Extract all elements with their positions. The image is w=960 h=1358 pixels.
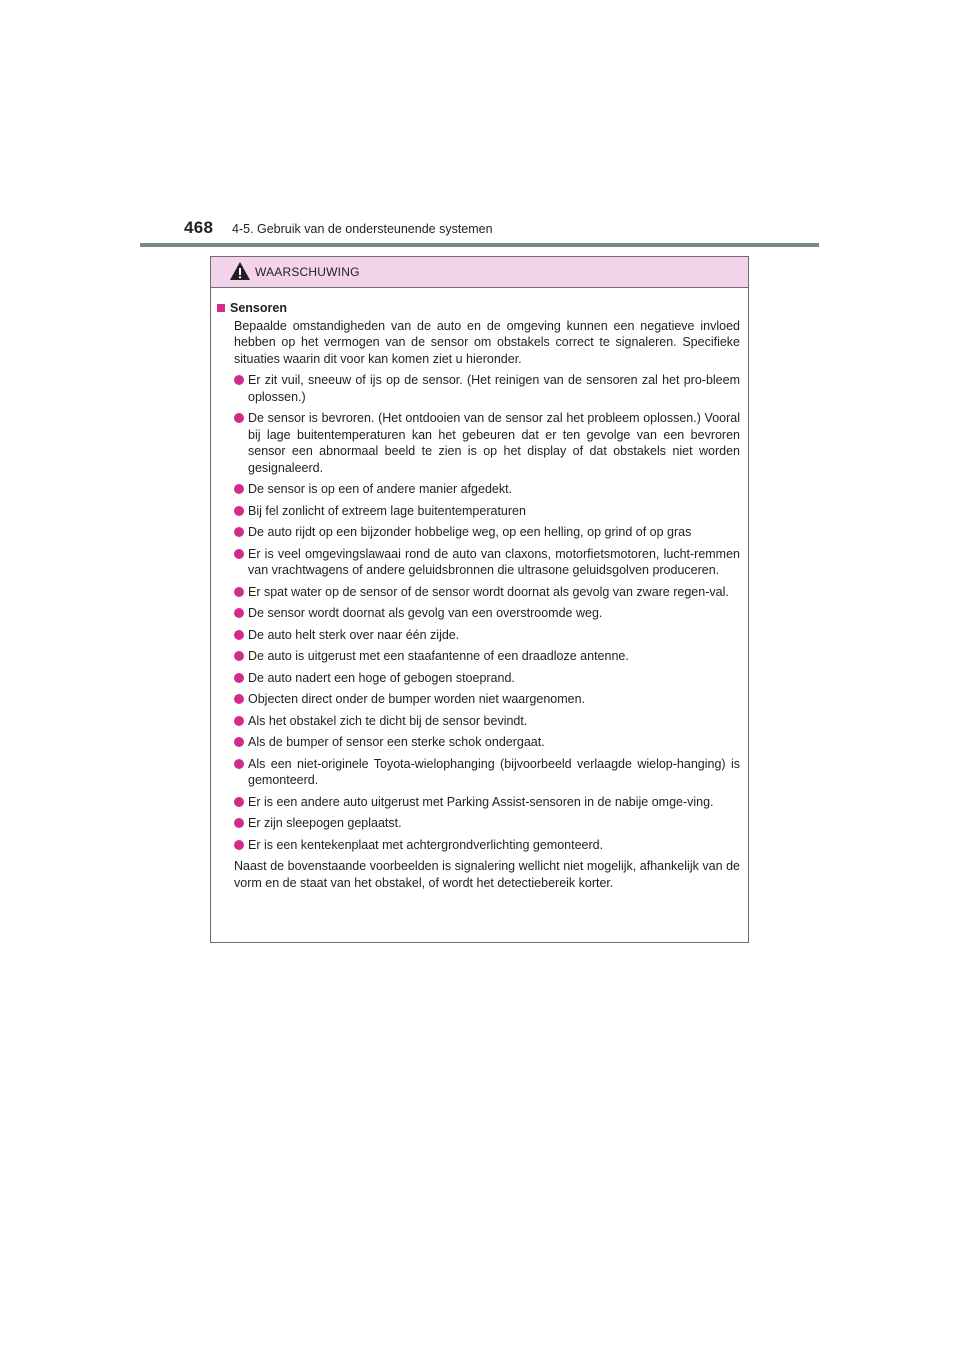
bullet-dot-icon bbox=[234, 818, 244, 828]
bullet-dot-icon bbox=[234, 840, 244, 850]
list-item-text: Als de bumper of sensor een sterke schok ondergaat. bbox=[248, 735, 545, 749]
list-item-text: De sensor is op een of andere manier afgedekt. bbox=[248, 482, 513, 496]
list-item-text: Als het obstakel zich te dicht bij de sensor bevindt. bbox=[248, 713, 528, 728]
list-item-text: De auto nadert een hoge of gebogen stoeprand. bbox=[248, 670, 515, 685]
bullet-dot-icon bbox=[234, 716, 244, 726]
warning-body bbox=[211, 288, 748, 891]
bullet-dot-icon bbox=[234, 694, 244, 704]
intro-paragraph: Bepaalde omstandigheden van de auto en de omgeving kunnen een negatieve invloed hebben op het vermogen van de sensor om obstakels correct te signaleren. Specifieke situaties waarin dit voor kan komen ziet u hieronder. bbox=[234, 318, 740, 366]
bullet-dot-icon bbox=[234, 413, 244, 423]
list-item-text: Er is een andere auto uitgerust met Parking Assist-sensoren in de nabije omge-ving. bbox=[248, 794, 714, 809]
bullet-dot-icon bbox=[234, 549, 244, 559]
list-item-text: Er spat water op de sensor of de sensor wordt doornat als gevolg van zware regen-val. bbox=[248, 584, 729, 599]
list-item bbox=[248, 815, 740, 832]
list-item bbox=[248, 503, 740, 520]
bullet-dot-icon bbox=[234, 375, 244, 385]
square-bullet-icon bbox=[217, 304, 225, 312]
bullet-dot-icon bbox=[234, 630, 244, 640]
bullet-dot-icon bbox=[234, 608, 244, 618]
warning-triangle-icon bbox=[229, 261, 251, 281]
list-item bbox=[248, 670, 740, 687]
bullet-dot-icon bbox=[234, 737, 244, 747]
list-item bbox=[248, 605, 740, 622]
list-item bbox=[248, 546, 740, 579]
list-item-text: Er zit vuil, sneeuw of ijs op de sensor. (Het reinigen van de sensoren zal het pro-bleem oplossen.) bbox=[248, 373, 740, 404]
warning-label: WAARSCHUWING bbox=[255, 265, 360, 279]
list-item-text: De auto is uitgerust met een staafantenne of een draadloze antenne. bbox=[248, 649, 629, 663]
bullet-dot-icon bbox=[234, 797, 244, 807]
list-item bbox=[248, 648, 740, 665]
list-item-text: De auto helt sterk over naar één zijde. bbox=[248, 627, 460, 642]
bullet-dot-icon bbox=[234, 651, 244, 661]
list-item-text: Er is veel omgevingslawaai rond de auto van claxons, motorfietsmotoren, lucht-remmen van vrachtwagens of andere geluidsbronnen die ultrasone geluidsgolven produceren. bbox=[248, 546, 740, 577]
list-item-text: Bij fel zonlicht of extreem lage buitentemperaturen bbox=[248, 503, 526, 518]
list-item-text: Als een niet-originele Toyota-wielophanging (bijvoorbeeld verlaagde wielop-hanging) is gemonteerd. bbox=[248, 756, 740, 787]
list-item bbox=[248, 837, 740, 854]
list-item-text: De sensor wordt doornat als gevolg van een overstroomde weg. bbox=[248, 606, 603, 620]
list-item-text: Er is een kentekenplaat met achtergrondverlichting gemonteerd. bbox=[248, 837, 604, 852]
list-item bbox=[248, 481, 740, 498]
sensors-heading bbox=[217, 300, 740, 317]
bullet-dot-icon bbox=[234, 506, 244, 516]
page-number: 468 bbox=[184, 218, 214, 237]
list-item bbox=[248, 713, 740, 730]
warning-header bbox=[211, 257, 748, 288]
bullet-dot-icon bbox=[234, 759, 244, 769]
list-item bbox=[248, 691, 740, 708]
list-item bbox=[248, 794, 740, 811]
list-item-text: Er zijn sleepogen geplaatst. bbox=[248, 816, 402, 830]
header-rule bbox=[140, 243, 819, 247]
list-item bbox=[248, 734, 740, 751]
list-item-text: De sensor is bevroren. (Het ontdooien van de sensor zal het probleem oplossen.) Vooral bij lage buitentemperaturen kan het gebeuren dat er ten gevolge van een bevroren sensor een abnormaal beeld te zien is op het display of dat obstakels niet worden gesignaleerd. bbox=[248, 411, 740, 475]
list-item bbox=[248, 372, 740, 405]
list-item bbox=[248, 584, 740, 601]
bullet-dot-icon bbox=[234, 587, 244, 597]
sensors-heading-text: Sensoren bbox=[230, 301, 287, 315]
closing-paragraph: Naast de bovenstaande voorbeelden is signalering wellicht niet mogelijk, afhankelijk van de vorm en de staat van het obstakel, of wordt het detectiebereik korter. bbox=[234, 859, 740, 890]
bullet-dot-icon bbox=[234, 484, 244, 494]
list-item bbox=[248, 756, 740, 789]
warning-box bbox=[210, 256, 749, 943]
bullet-dot-icon bbox=[234, 527, 244, 537]
list-item-text: Objecten direct onder de bumper worden niet waargenomen. bbox=[248, 692, 586, 706]
list-item bbox=[248, 410, 740, 476]
conditions-list bbox=[217, 372, 740, 853]
list-item bbox=[248, 524, 740, 541]
section-title: 4-5. Gebruik van de ondersteunende systemen bbox=[232, 222, 493, 236]
bullet-dot-icon bbox=[234, 673, 244, 683]
list-item-text: De auto rijdt op een bijzonder hobbelige weg, op een helling, op grind of op gras bbox=[248, 525, 692, 539]
list-item bbox=[248, 627, 740, 644]
